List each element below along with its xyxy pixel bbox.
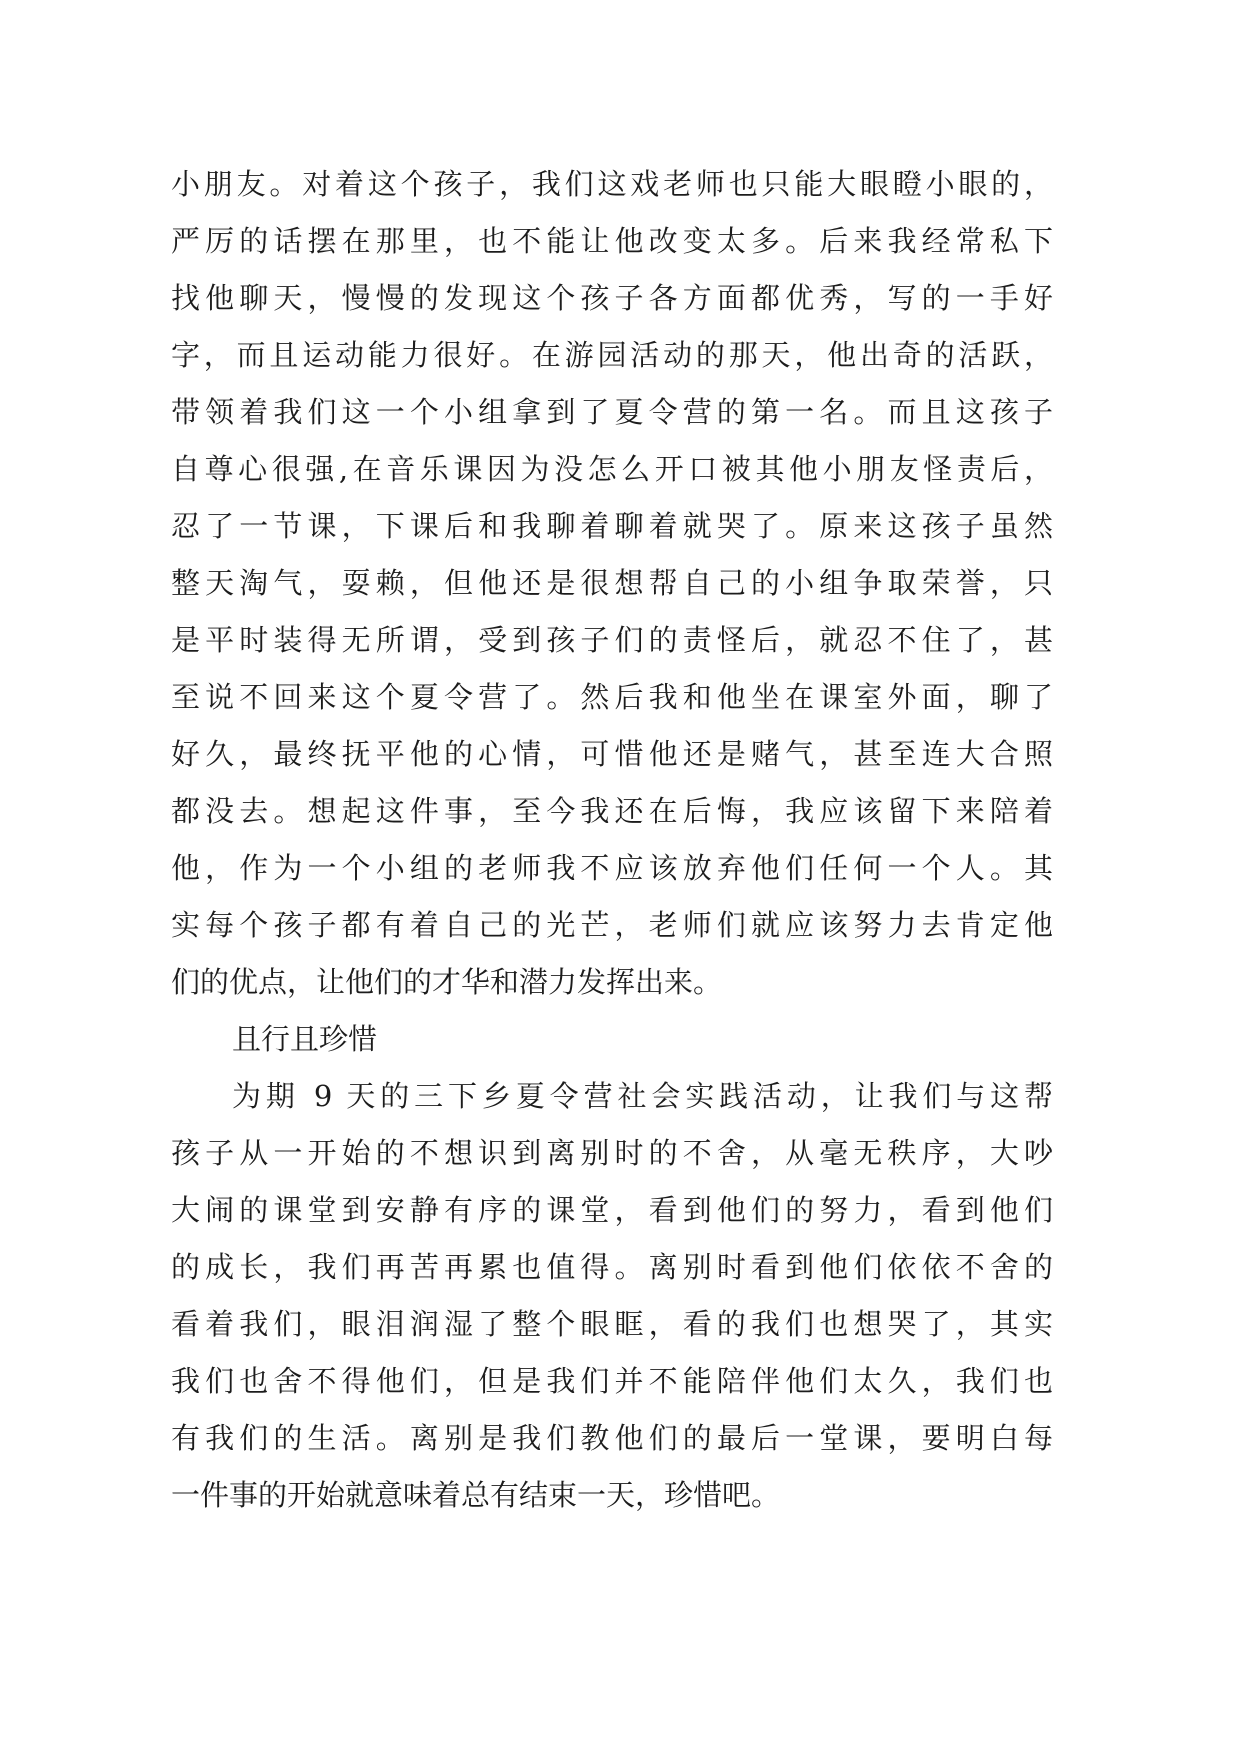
text-line: 们的优点，让他们的才华和潜力发挥出来。 xyxy=(171,965,723,999)
section-heading xyxy=(171,1011,1053,1068)
text-line: 自尊心很强,在音乐课因为没怎么开口被其他小朋友怪责后， xyxy=(171,452,1053,486)
text-line: 都没去。想起这件事，至今我还在后悔，我应该留下来陪着 xyxy=(171,794,1053,828)
text-line: 一件事的开始就意味着总有结束一天，珍惜吧。 xyxy=(171,1478,781,1512)
text-line: 找他聊天，慢慢的发现这个孩子各方面都优秀，写的一手好 xyxy=(171,281,1053,315)
text-line: 为期 9 天的三下乡夏令营社会实践活动，让我们与这帮 xyxy=(232,1079,1053,1113)
text-line: 忍了一节课，下课后和我聊着聊着就哭了。原来这孩子虽然 xyxy=(171,509,1053,543)
text-line: 实每个孩子都有着自己的光芒，老师们就应该努力去肯定他 xyxy=(171,908,1053,942)
paragraph-story xyxy=(171,156,1053,1011)
text-line: 整天淘气，耍赖，但他还是很想帮自己的小组争取荣誉，只 xyxy=(171,566,1053,600)
text-line: 严厉的话摆在那里，也不能让他改变太多。后来我经常私下 xyxy=(171,224,1053,258)
text-line: 孩子从一开始的不想识到离别时的不舍，从毫无秩序，大吵 xyxy=(171,1136,1053,1170)
text-line: 小朋友。对着这个孩子，我们这戏老师也只能大眼瞪小眼的， xyxy=(171,167,1053,201)
document-body xyxy=(171,156,1053,1524)
paragraph-reflection xyxy=(171,1068,1053,1524)
text-line: 有我们的生活。离别是我们教他们的最后一堂课，要明白每 xyxy=(171,1421,1053,1455)
text-line: 字，而且运动能力很好。在游园活动的那天，他出奇的活跃， xyxy=(171,338,1053,372)
text-line: 是平时装得无所谓，受到孩子们的责怪后，就忍不住了，甚 xyxy=(171,623,1053,657)
text-line: 他，作为一个小组的老师我不应该放弃他们任何一个人。其 xyxy=(171,851,1053,885)
text-line: 好久，最终抚平他的心情，可惜他还是赌气，甚至连大合照 xyxy=(171,737,1053,771)
text-line: 的成长，我们再苦再累也值得。离别时看到他们依依不舍的 xyxy=(171,1250,1053,1284)
text-line: 带领着我们这一个小组拿到了夏令营的第一名。而且这孩子 xyxy=(171,395,1053,429)
text-line: 大闹的课堂到安静有序的课堂，看到他们的努力，看到他们 xyxy=(171,1193,1053,1227)
text-line: 至说不回来这个夏令营了。然后我和他坐在课室外面，聊了 xyxy=(171,680,1053,714)
text-line: 我们也舍不得他们，但是我们并不能陪伴他们太久，我们也 xyxy=(171,1364,1053,1398)
section-heading-text: 且行且珍惜 xyxy=(232,1022,378,1056)
text-line: 看着我们，眼泪润湿了整个眼眶，看的我们也想哭了，其实 xyxy=(171,1307,1053,1341)
